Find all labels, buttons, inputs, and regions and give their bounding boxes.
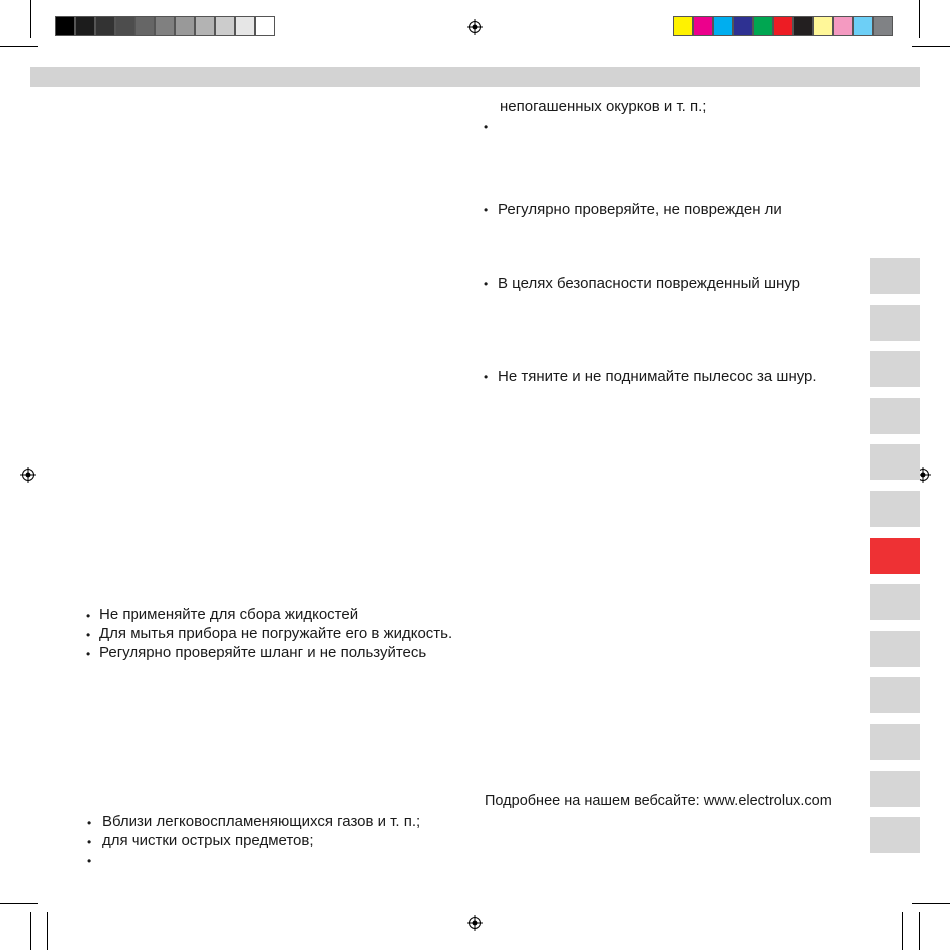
bullet-mark: • — [484, 370, 489, 384]
language-tab — [870, 258, 920, 294]
language-tab — [870, 491, 920, 527]
color-swatch — [673, 16, 693, 36]
color-swatch — [255, 16, 275, 36]
color-swatch — [753, 16, 773, 36]
warning-list-item: Для мытья прибора не погружайте его в жидкость. — [99, 625, 453, 642]
language-tab — [870, 351, 920, 387]
color-swatch — [873, 16, 893, 36]
crop-mark — [30, 912, 31, 950]
language-tab — [870, 398, 920, 434]
crop-mark — [0, 903, 38, 904]
language-tab-active — [870, 538, 920, 574]
color-swatch — [235, 16, 255, 36]
safety-list-item: В целях безопасности поврежденный шнур — [498, 275, 800, 292]
color-swatch — [115, 16, 135, 36]
crop-mark — [0, 46, 38, 47]
color-swatch — [195, 16, 215, 36]
crop-mark — [902, 912, 903, 950]
safety-list-item: Не тяните и не поднимайте пылесос за шнур. — [498, 368, 817, 385]
bullet-mark: • — [87, 835, 92, 849]
crop-mark — [919, 0, 920, 38]
warning-list-item: Не применяйте для сбора жидкостей — [99, 606, 359, 623]
crop-mark — [47, 912, 48, 950]
color-swatch — [833, 16, 853, 36]
bullet-mark: • — [484, 277, 489, 291]
color-swatch — [135, 16, 155, 36]
language-tab — [870, 817, 920, 853]
color-swatch — [95, 16, 115, 36]
language-tab-strip — [870, 258, 920, 864]
header-band — [30, 67, 920, 87]
bullet-mark: • — [86, 647, 91, 661]
prohibited-use-item: Вблизи легковоспламеняющихся газов и т. п.; — [102, 813, 421, 830]
bullet-mark: • — [484, 120, 489, 134]
language-tab — [870, 584, 920, 620]
safety-list-item: Регулярно проверяйте, не поврежден ли — [498, 201, 782, 218]
bullet-mark: • — [86, 628, 91, 642]
language-tab — [870, 444, 920, 480]
continuation-text: непогашенных окурков и т. п.; — [500, 98, 707, 115]
grayscale-color-bar — [55, 16, 275, 36]
registration-mark-icon — [20, 467, 36, 483]
crop-mark — [30, 0, 31, 38]
color-swatch — [75, 16, 95, 36]
warning-list-item: Регулярно проверяйте шланг и не пользуйтесь — [99, 644, 427, 661]
prohibited-use-item: для чистки острых предметов; — [102, 832, 314, 849]
language-tab — [870, 724, 920, 760]
language-tab — [870, 631, 920, 667]
color-swatch — [55, 16, 75, 36]
color-swatch — [693, 16, 713, 36]
color-swatch — [215, 16, 235, 36]
language-tab — [870, 305, 920, 341]
crop-mark — [912, 903, 950, 904]
color-swatch — [175, 16, 195, 36]
bullet-mark: • — [87, 816, 92, 830]
registration-mark-icon — [467, 19, 483, 35]
color-swatch — [813, 16, 833, 36]
color-swatch — [853, 16, 873, 36]
color-swatch — [793, 16, 813, 36]
crop-mark — [919, 912, 920, 950]
color-swatch — [773, 16, 793, 36]
process-color-bar — [673, 16, 893, 36]
website-note: Подробнее на нашем вебсайте: www.electrolux.com — [485, 793, 832, 809]
color-swatch — [733, 16, 753, 36]
crop-mark — [912, 46, 950, 47]
color-swatch — [713, 16, 733, 36]
language-tab — [870, 677, 920, 713]
color-swatch — [155, 16, 175, 36]
bullet-mark: • — [86, 609, 91, 623]
language-tab — [870, 771, 920, 807]
registration-mark-icon — [467, 915, 483, 931]
bullet-mark: • — [87, 854, 92, 868]
bullet-mark: • — [484, 203, 489, 217]
